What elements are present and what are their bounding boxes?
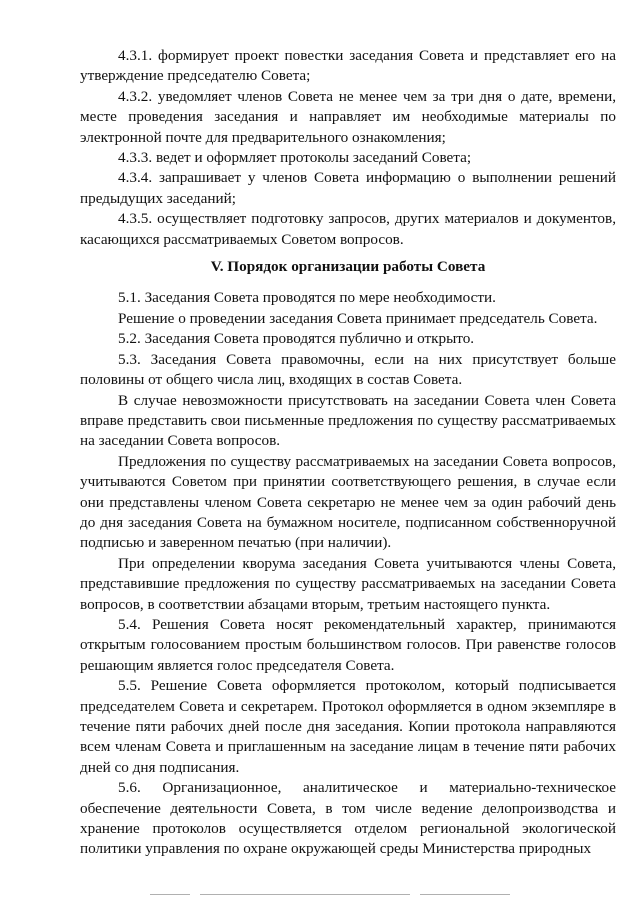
paragraph-5-5: 5.5. Решение Совета оформляется протоколом, который подписывается председателем Совета и секретарем. Протокол оформляется в одном экземпляре в течение пяти рабочих дней после дня заседания. Копии протокола направляются всем членам Совета и приглашенным на заседание лицам в течение пяти рабочих дней со дня подписания. (80, 677, 616, 776)
paragraph-4-3-5: 4.3.5. осуществляет подготовку запросов, других материалов и документов, касающихся рассматриваемых Советом вопросов. (80, 210, 616, 248)
paragraph-4-3-4: 4.3.4. запрашивает у членов Совета информацию о выполнении решений предыдущих заседаний; (80, 169, 616, 207)
paragraph-5-4: 5.4. Решения Совета носят рекомендательный характер, принимаются открытым голосованием простым большинством голосов. При равенстве голосов решающим является голос председателя Совета. (80, 615, 616, 674)
paragraph-5-3-quorum: При определении кворума заседания Совета учитываются члены Совета, представившие предложения по существу рассматриваемых на заседании Совета вопросов, в соответствии абзацами вторым, третьим настоящего пункта. (80, 554, 616, 613)
paragraph-5-2: 5.2. Заседания Совета проводятся публично и открыто. (118, 330, 475, 348)
scan-artifact-line (200, 894, 410, 895)
scan-artifact-line (150, 894, 190, 895)
document-page (80, 46, 616, 860)
section-heading: V. Порядок организации работы Совета (210, 258, 486, 276)
paragraph-5-1-decision: Решение о проведении заседания Совета принимает председатель Совета. (118, 309, 598, 327)
scan-artifact-line (420, 894, 510, 895)
paragraph-4-3-2: 4.3.2. уведомляет членов Совета не менее чем за три дня о дате, времени, месте проведения заседания и направляет им необходимые материалы по электронной почте для предварительного ознакомления; (80, 87, 616, 146)
paragraph-5-3: 5.3. Заседания Совета правомочны, если на них присутствует больше половины от общего числа лиц, входящих в состав Совета. (80, 350, 616, 389)
paragraph-4-3-1: 4.3.1. формирует проект повестки заседания Совета и представляет его на утверждение председателю Совета; (80, 47, 616, 85)
paragraph-5-3-proposals: Предложения по существу рассматриваемых на заседании Совета вопросов, учитываются Советом при принятии соответствующего решения, в случае если они представлены членом Совета секретарю не менее чем за один рабочий день до дня заседания Совета на бумажном носителе, подписанном собственноручной подписью и заверенном печатью (при наличии). (80, 452, 616, 552)
paragraph-4-3-3: 4.3.3. ведет и оформляет протоколы заседаний Совета; (118, 149, 472, 167)
paragraph-5-3-absence: В случае невозможности присутствовать на заседании Совета член Совета вправе представить свои письменные предложения по существу рассматриваемых на заседании Совета вопросов. (80, 391, 616, 450)
paragraph-5-1: 5.1. Заседания Совета проводятся по мере необходимости. (118, 289, 496, 307)
paragraph-5-6: 5.6. Организационное, аналитическое и материально-техническое обеспечение деятельности Совета, в том числе ведение делопроизводства и хранение протоколов осуществляется отделом региональной экологической политики управления по охране окружающей среды Министерства природных (80, 779, 616, 858)
